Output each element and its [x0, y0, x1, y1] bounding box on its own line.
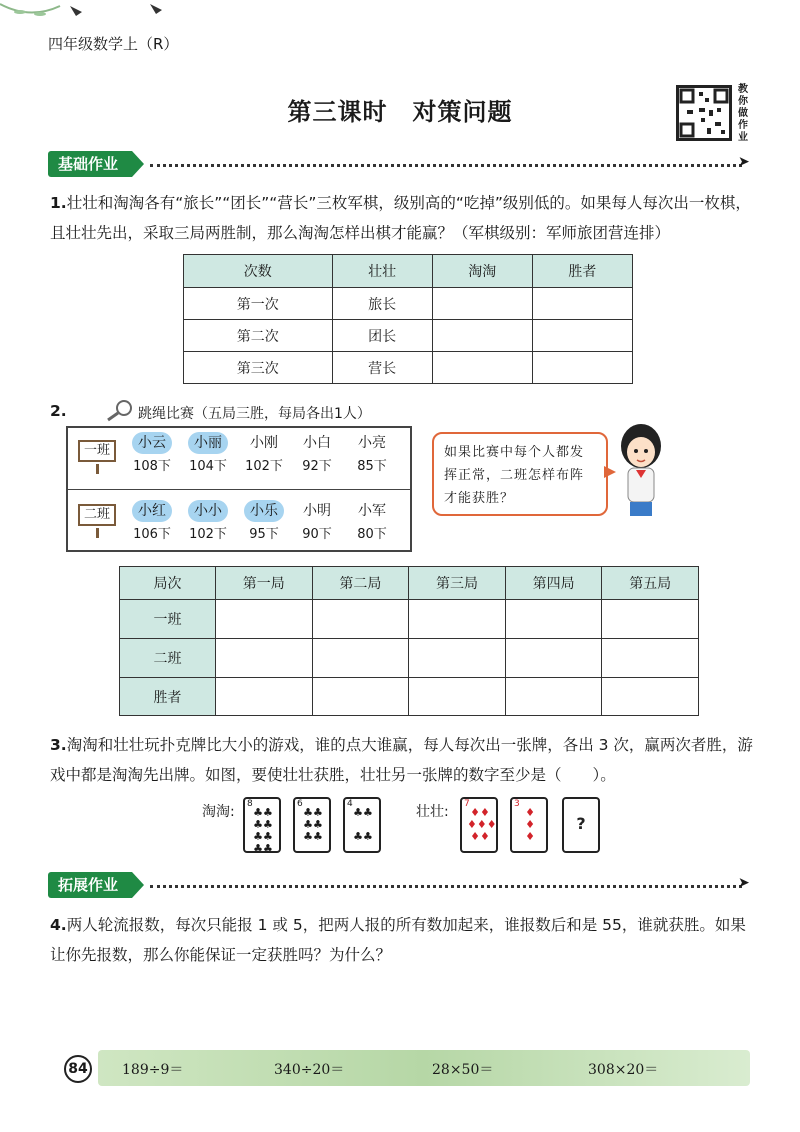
question-2-number: 2. — [50, 402, 67, 420]
team2-sign: 二班 — [78, 504, 116, 526]
answer-cell[interactable] — [312, 600, 409, 639]
answer-cell[interactable] — [216, 678, 313, 716]
oral-calc: 308×20＝ — [588, 1062, 659, 1078]
team1-player: 小白 92下 — [302, 435, 332, 474]
team1-sign: 一班 — [78, 440, 116, 462]
contest-title: 跳绳比赛（五局三胜，每局各出1人） — [138, 406, 371, 422]
playing-card: 7 ♦♦ ♦♦♦ ♦♦ — [460, 797, 498, 853]
answer-cell[interactable] — [312, 678, 409, 716]
team2-player: 小小 102下 — [186, 500, 230, 542]
section-basic: 基础作业 — [48, 151, 132, 177]
answer-cell[interactable] — [602, 639, 699, 678]
answer-cell[interactable] — [505, 600, 602, 639]
sign-post — [96, 528, 99, 538]
answer-cell[interactable] — [432, 320, 532, 352]
team2-player: 小乐 95下 — [242, 500, 286, 542]
question-4: 4.两人轮流报数，每次只能报 1 或 5，把两人报的所有数加起来，谁报数后和是 55，谁就获胜。如果让你先报数，那么你能保证一定获胜吗？为什么？ — [50, 916, 746, 964]
answer-cell[interactable] — [505, 639, 602, 678]
table-header: 第二局 — [312, 567, 409, 600]
answer-cell[interactable] — [602, 678, 699, 716]
page-title: 第三课时 对策问题 — [287, 98, 513, 126]
playing-card: 3 ♦ ♦ ♦ — [510, 797, 548, 853]
table-cell: 第一次 — [184, 288, 333, 320]
table-cell: 团长 — [332, 320, 432, 352]
girl-illustration — [616, 420, 666, 520]
table-header: 次数 — [184, 255, 333, 288]
table-cell: 第二次 — [184, 320, 333, 352]
team-divider — [66, 489, 412, 490]
answer-cell[interactable] — [532, 288, 632, 320]
answer-cell[interactable] — [602, 600, 699, 639]
zhuangzhuang-label: 壮壮: — [416, 804, 449, 820]
q2-table — [119, 566, 699, 716]
oral-calc: 340÷20＝ — [274, 1062, 345, 1078]
playing-card: 4 ♣♣ ♣♣ — [343, 797, 381, 853]
answer-cell[interactable] — [409, 639, 506, 678]
section-divider — [150, 164, 742, 167]
grade-label: 四年级数学上（R） — [48, 35, 179, 53]
row-label: 二班 — [120, 639, 216, 678]
question-1: 1.壮壮和淘淘各有“旅长”“团长”“营长”三枚军棋，级别高的“吃掉”级别低的。如果每人每次出一枚棋，且壮壮先出，采取三局两胜制，那么淘淘怎样出棋才能赢？（军棋级别：军师旅团营连排） — [50, 194, 751, 242]
question-3: 3.淘淘和壮壮玩扑克牌比大小的游戏，谁的点大谁赢，每人每次出一张牌，各出 3 次，赢两次者胜，游戏中都是淘淘先出牌。如图，要使壮壮获胜，壮壮另一张牌的数字至少是（ ）。 — [50, 736, 753, 784]
table-header: 第五局 — [602, 567, 699, 600]
answer-cell[interactable] — [532, 320, 632, 352]
answer-cell[interactable] — [432, 288, 532, 320]
magnifier-icon — [104, 398, 136, 422]
arrow-icon: ➤ — [738, 875, 750, 891]
answer-cell[interactable] — [216, 639, 313, 678]
qr-code[interactable] — [676, 85, 732, 141]
table-header: 第四局 — [505, 567, 602, 600]
playing-card: 8 ♣♣ ♣♣ ♣♣ ♣♣ — [243, 797, 281, 853]
answer-cell[interactable] — [532, 352, 632, 384]
answer-cell[interactable] — [505, 678, 602, 716]
answer-cell[interactable] — [409, 678, 506, 716]
table-header: 淘淘 — [432, 255, 532, 288]
answer-cell[interactable] — [432, 352, 532, 384]
team1-player: 小亮 85下 — [357, 435, 387, 474]
taotao-label: 淘淘: — [202, 804, 235, 820]
table-header: 第三局 — [409, 567, 506, 600]
answer-cell[interactable] — [312, 639, 409, 678]
team1-player: 小云 108下 — [130, 432, 174, 474]
team2-player: 小明 90下 — [302, 503, 332, 542]
arrow-icon: ➤ — [738, 154, 750, 170]
table-cell: 第三次 — [184, 352, 333, 384]
section-divider — [150, 885, 742, 888]
team1-player: 小刚 102下 — [245, 435, 283, 474]
team2-player: 小红 106下 — [130, 500, 174, 542]
page-number: 84 — [64, 1055, 92, 1083]
unknown-card[interactable]: ? — [562, 797, 600, 853]
oral-calc: 189÷9＝ — [122, 1062, 184, 1078]
answer-cell[interactable] — [216, 600, 313, 639]
q1-table — [183, 254, 633, 384]
qr-label: 教 你 做 作 业 — [738, 84, 748, 143]
table-cell: 营长 — [332, 352, 432, 384]
table-header: 胜者 — [532, 255, 632, 288]
table-header: 第一局 — [216, 567, 313, 600]
section-extension: 拓展作业 — [48, 872, 132, 898]
row-label: 胜者 — [120, 678, 216, 716]
table-header: 壮壮 — [332, 255, 432, 288]
team1-player: 小丽 104下 — [186, 432, 230, 474]
sign-post — [96, 464, 99, 474]
table-cell: 旅长 — [332, 288, 432, 320]
team2-player: 小军 80下 — [357, 503, 387, 542]
row-label: 一班 — [120, 600, 216, 639]
speech-bubble-tail — [604, 466, 616, 478]
playing-card: 6 ♣♣ ♣♣ ♣♣ — [293, 797, 331, 853]
table-header: 局次 — [120, 567, 216, 600]
oral-calc: 28×50＝ — [432, 1062, 494, 1078]
speech-bubble: 如果比赛中每个人都发挥正常，二班怎样布阵才能获胜？ — [432, 432, 608, 516]
answer-cell[interactable] — [409, 600, 506, 639]
